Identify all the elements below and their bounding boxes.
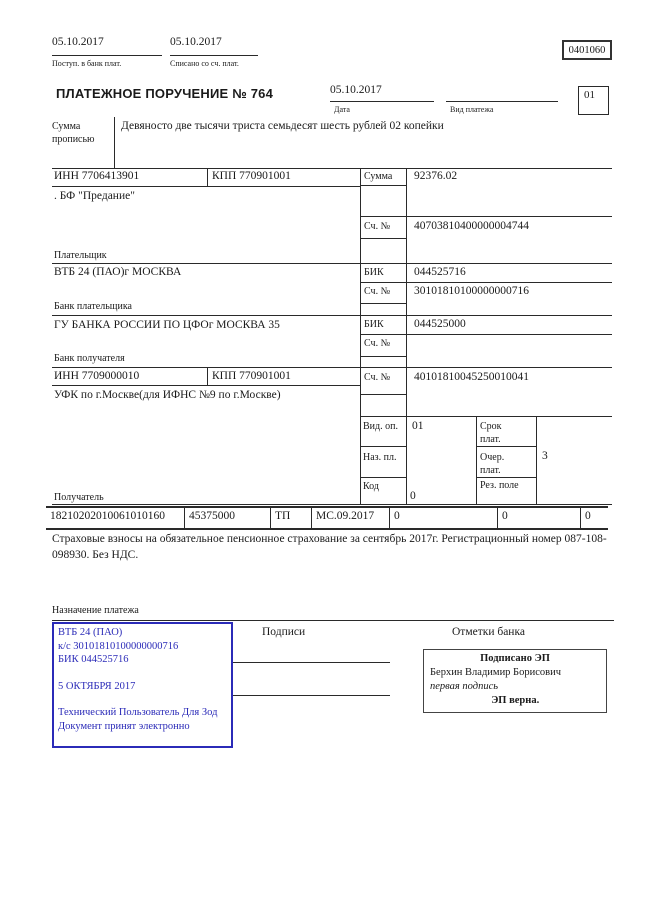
table-line [52, 367, 612, 368]
priority-label: Очер. плат. [480, 452, 505, 476]
beneficiary-name: УФК по г.Москве(для ИФНС №9 по г.Москве) [54, 389, 281, 401]
tax-field-period: МС.09.2017 [312, 508, 390, 528]
signature-line [233, 695, 390, 696]
pay-purpose-code-label: Наз. пл. [363, 452, 397, 463]
beneficiary-section-label: Получатель [54, 492, 104, 503]
table-line [476, 416, 477, 505]
op-type-label: Вид. оп. [363, 421, 398, 432]
table-line [476, 477, 536, 478]
table-line [360, 185, 406, 186]
table-line [476, 446, 536, 447]
signatures-label: Подписи [262, 626, 306, 638]
table-line [360, 238, 406, 239]
date-field [330, 84, 434, 102]
status-code: 01 [584, 89, 595, 101]
stamp-spacer [58, 693, 227, 706]
table-line [52, 385, 360, 386]
form-code-box [562, 40, 612, 60]
tax-field-doc-number: 0 [390, 508, 498, 528]
payment-purpose-text: Страховые взносы на обязательное пенсионное страхование за сентябрь 2017г. Регистрационный номер 087-108-098930. Без НДС. [52, 533, 607, 561]
payer-bank-name: ВТБ 24 (ПАО)г МОСКВА [54, 266, 182, 278]
date-value: 05.10.2017 [330, 84, 382, 96]
amount-in-words-label: Сумма прописью [52, 121, 95, 145]
table-line [52, 504, 612, 505]
signer-name: Берхин Владимир Борисович [430, 667, 561, 678]
received-date-field [52, 36, 162, 56]
table-line [52, 315, 612, 316]
amount-in-words-value: Девяносто две тысячи триста семьдесят шесть рублей 02 копейки [121, 120, 444, 132]
beneficiary-account-label: Сч. № [364, 372, 391, 383]
footer-divider-line [52, 620, 614, 621]
form-code: 0401060 [568, 44, 606, 56]
amount-words-divider [114, 117, 115, 168]
beneficiary-account-value: 40101810045250010041 [414, 371, 529, 383]
beneficiary-bank-section-label: Банк получателя [54, 353, 125, 364]
payer-inn: ИНН 7706413901 [54, 170, 140, 182]
table-line [360, 356, 406, 357]
table-line [52, 263, 612, 264]
stamp-corr-account: к/с 30101810100000000716 [58, 640, 179, 652]
tax-field-doc-date: 0 [498, 508, 581, 528]
beneficiary-bank-bik-value: 044525000 [414, 318, 466, 330]
written-off-date: 05.10.2017 [170, 36, 222, 48]
payer-bank-section-label: Банк плательщика [54, 301, 132, 312]
payment-type-field [446, 84, 558, 102]
pay-term-label: Срок плат. [480, 421, 502, 445]
payer-account-label: Сч. № [364, 221, 391, 232]
table-line [360, 394, 406, 395]
priority-value: 3 [542, 450, 548, 462]
table-line [360, 282, 612, 283]
stamp-user: Технический Пользователь Для Зод [58, 707, 218, 718]
tax-field-oktmo: 45375000 [185, 508, 271, 528]
written-off-date-label: Списано со сч. плат. [170, 59, 239, 68]
signature-type: первая подпись [430, 681, 499, 692]
reserve-field-label: Рез. поле [480, 480, 519, 491]
code-value: 0 [410, 490, 416, 502]
tax-field-basis: ТП [271, 508, 312, 528]
table-line [207, 168, 208, 186]
code-label: Код [363, 481, 379, 492]
table-line [406, 168, 407, 505]
amount-value: 92376.02 [414, 170, 458, 182]
stamp-date: 5 ОКТЯБРЯ 2017 [58, 680, 136, 692]
op-type-value: 01 [412, 420, 424, 432]
stamp-bik: БИК 044525716 [58, 654, 129, 665]
payer-section-label: Плательщик [54, 250, 107, 261]
tax-fields-row [46, 506, 608, 530]
tax-field-kbk: 18210202010061010160 [46, 508, 185, 528]
payer-bank-account-value: 30101810100000000716 [414, 285, 529, 297]
tax-field-type: 0 [585, 510, 591, 522]
stamp-bank-name: ВТБ 24 (ПАО) [58, 627, 123, 638]
date-label: Дата [334, 105, 350, 114]
signature-verified: ЭП верна. [491, 695, 540, 706]
payment-purpose-label: Назначение платежа [52, 605, 139, 616]
bank-marks-label: Отметки банка [452, 626, 525, 638]
signature-line [233, 662, 390, 663]
payer-bank-bik-value: 044525716 [414, 266, 466, 278]
payer-account-value: 40703810400000004744 [414, 220, 529, 232]
table-line [360, 216, 612, 217]
signature-stamp-title: Подписано ЭП [480, 653, 550, 664]
beneficiary-kpp: КПП 770901001 [212, 370, 291, 382]
table-line [360, 334, 612, 335]
table-line [360, 416, 612, 417]
table-line [536, 416, 537, 505]
table-line [360, 446, 406, 447]
bank-acceptance-stamp [52, 622, 233, 748]
payer-kpp: КПП 770901001 [212, 170, 291, 182]
received-date: 05.10.2017 [52, 36, 104, 48]
table-line [360, 477, 406, 478]
stamp-spacer [58, 667, 227, 680]
table-line [52, 186, 360, 187]
beneficiary-bank-bik-label: БИК [364, 319, 384, 330]
payer-bank-bik-label: БИК [364, 267, 384, 278]
status-code-box [578, 86, 609, 115]
payer-name: . БФ "Предание" [54, 190, 135, 202]
table-line [52, 168, 612, 169]
stamp-note: Документ принят электронно [58, 720, 190, 732]
beneficiary-bank-account-label: Сч. № [364, 338, 391, 349]
written-off-date-field [170, 36, 258, 56]
table-line [360, 303, 406, 304]
document-title: ПЛАТЕЖНОЕ ПОРУЧЕНИЕ № 764 [56, 86, 274, 101]
digital-signature-stamp [423, 649, 607, 713]
table-line [207, 367, 208, 385]
beneficiary-bank-name: ГУ БАНКА РОССИИ ПО ЦФОг МОСКВА 35 [54, 319, 280, 331]
amount-label: Сумма [364, 171, 393, 182]
payment-type-label: Вид платежа [450, 105, 494, 114]
received-date-label: Поступ. в банк плат. [52, 59, 122, 68]
payer-bank-account-label: Сч. № [364, 286, 391, 297]
beneficiary-inn: ИНН 7709000010 [54, 370, 140, 382]
table-line [360, 168, 361, 505]
